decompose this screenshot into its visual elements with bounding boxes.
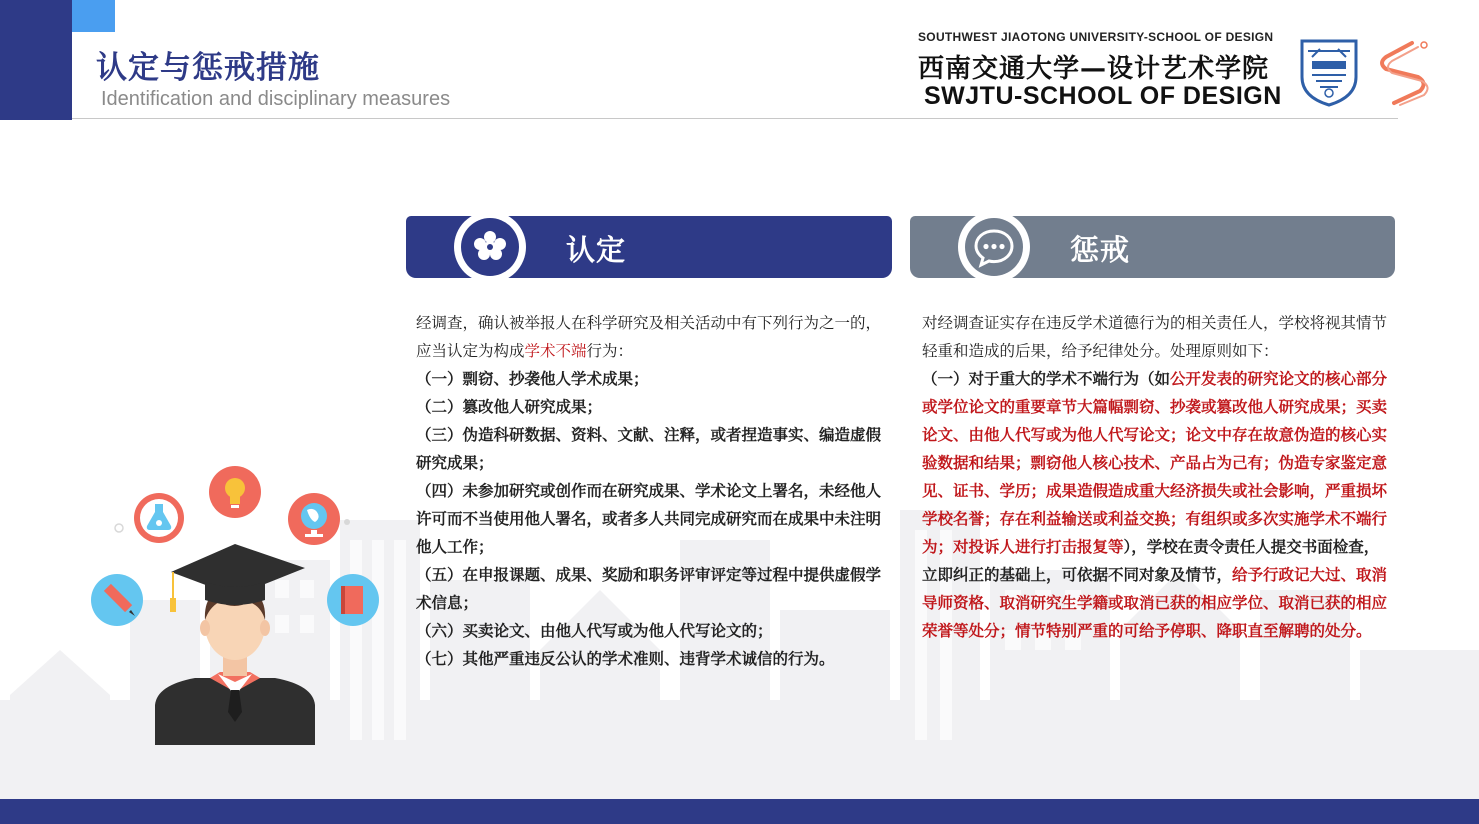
graduate-illustration (85, 460, 385, 750)
penalties: 给予行政记大过、取消导师资格、取消研究生学籍或取消已获的相应学位、取消已获的相应荣誉等处分；情节特别严重的可给予停职、降职直至解聘的处分。 (922, 566, 1388, 640)
flask-icon (134, 493, 184, 543)
header-accent-block (72, 0, 115, 32)
list-item: （二）篡改他人研究成果； (416, 398, 603, 416)
section-title-discipline: 惩戒 (1070, 233, 1131, 267)
footer-bar (0, 799, 1479, 824)
school-name-en: SWJTU-SCHOOL OF DESIGN (924, 82, 1282, 110)
list-item: （五）在申报课题、成果、奖励和职务评审评定等过程中提供虚假学术信息； (416, 566, 882, 612)
list-item: （三）伪造科研数据、资料、文献、注释，或者捏造事实、编造虚假研究成果； (416, 426, 882, 472)
misconduct-examples: 公开发表的研究论文的核心部分或学位论文的重要章节大篇幅剽窃、抄袭或篡改他人研究成果；买卖论文、由他人代写或为他人代写论文；论文中存在故意伪造的核心实验数据和结果；剽窃他人核心技术、产品占为己有；伪造专家鉴定意见、证书、学历；成果造假造成重大经济损失或社会影响，严重损坏学校名誉；存在利益输送或利益交换；有组织或多次实施学术不端行为；对投诉人进行打击报复等 (922, 370, 1388, 556)
identification-intro (416, 309, 886, 365)
university-logo (1298, 37, 1360, 107)
globe-icon (288, 493, 340, 545)
list-item: （一）剽窃、抄袭他人学术成果； (416, 370, 649, 388)
discipline-intro: 对经调查证实存在违反学术道德行为的相关责任人，学校将视其情节轻重和造成的后果，给予纪律处分。处理原则如下： (922, 314, 1388, 360)
lotus-icon (461, 218, 519, 276)
school-of-design-logo (1372, 37, 1436, 107)
header-corner-block (0, 0, 72, 120)
section-icon-ring (454, 211, 526, 283)
lightbulb-icon (209, 466, 261, 518)
list-item: （四）未参加研究或创作而在研究成果、学术论文上署名，未经他人许可而不当使用他人署名，或者多人共同完成研究而在成果中未注明他人工作； (416, 482, 882, 556)
discipline-text (922, 309, 1392, 645)
page-subtitle: Identification and disciplinary measures (101, 88, 451, 110)
academic-misconduct-term: 学术不端 (524, 342, 587, 360)
identification-text (416, 309, 886, 673)
discipline-principle-1 (922, 365, 1392, 645)
book-icon (327, 574, 379, 626)
principle-middle: ），学校在责令责任人提交书面检查，立即纠正的基础上，可依据不同对象及情节， (922, 538, 1380, 584)
header-divider (72, 118, 1398, 119)
pencil-icon (91, 574, 143, 626)
chat-bubble-icon (965, 218, 1023, 276)
section-icon-ring (958, 211, 1030, 283)
school-name-cn: 西南交通大学—设计艺术学院 (918, 54, 1270, 84)
intro-line-1: 经调查，确认被举报人在科学研究及相关活动中有下列行为之一的， (416, 314, 882, 332)
section-title-identification: 认定 (566, 233, 627, 267)
decor-dot (115, 524, 123, 532)
principle-lead: （一）对于重大的学术不端行为（如 (922, 370, 1171, 388)
section-header-discipline (910, 216, 1395, 278)
intro-line-2: 应当认定为构成 (416, 342, 525, 360)
section-header-identification (406, 216, 892, 278)
list-item: （七）其他严重违反公认的学术准则、违背学术诚信的行为。 (416, 650, 835, 668)
list-item: （六）买卖论文、由他人代写或为他人代写论文的； (416, 622, 773, 640)
graduate-figure (155, 544, 315, 745)
decor-dot (344, 519, 350, 525)
page-title: 认定与惩戒措施 (96, 50, 320, 86)
school-name-en-small: SOUTHWEST JIAOTONG UNIVERSITY-SCHOOL OF DESIGN (918, 30, 1274, 44)
intro-line-2-end: 行为： (586, 342, 634, 360)
